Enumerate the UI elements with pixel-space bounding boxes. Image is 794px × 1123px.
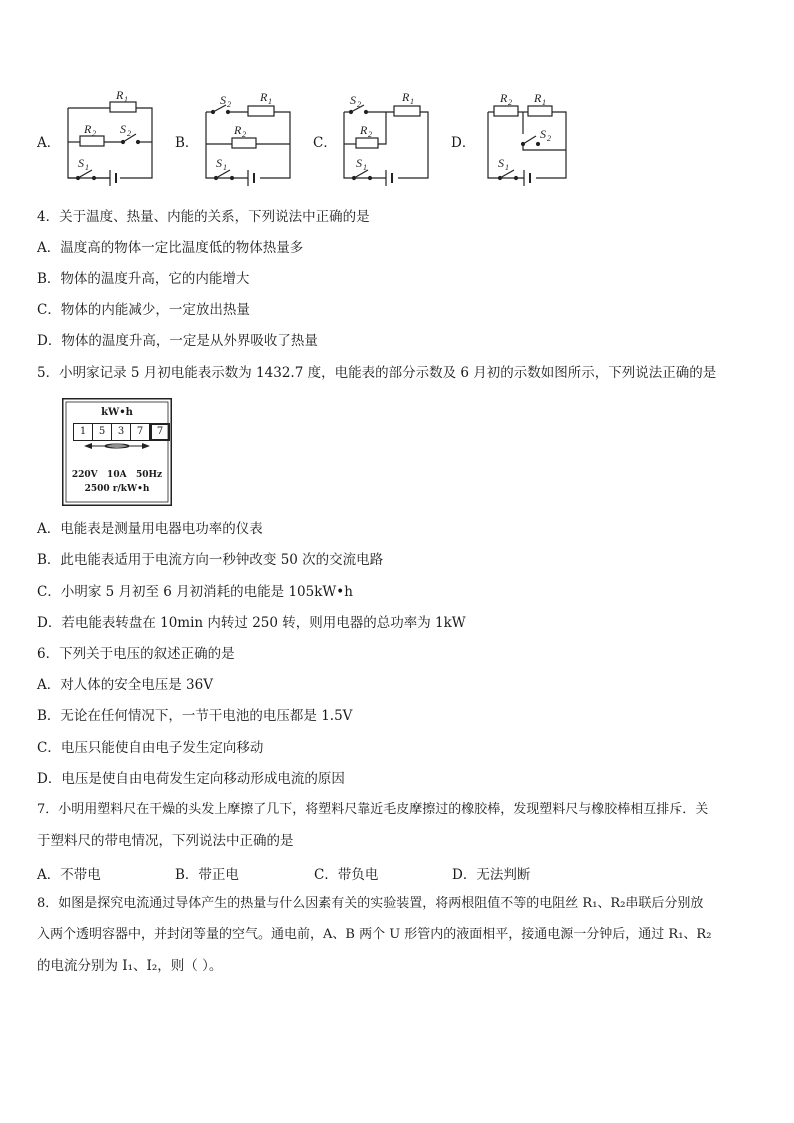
svg-text:R: R bbox=[360, 123, 368, 137]
q7-option-d: D．无法判断 bbox=[452, 867, 531, 883]
svg-text:1: 1 bbox=[505, 163, 509, 172]
svg-text:2: 2 bbox=[547, 134, 551, 143]
q7-stem-line2: 于塑料尺的带电情况，下列说法中正确的是 bbox=[37, 833, 294, 849]
q5-option-b: B．此电能表适用于电流方向一秒钟改变 50 次的交流电路 bbox=[37, 552, 384, 568]
svg-text:S: S bbox=[220, 93, 226, 107]
q6-option-c: C．电压只能使自由电子发生定向移动 bbox=[37, 740, 264, 756]
circuit-diagram-d bbox=[474, 88, 574, 188]
meter-spec: 220V 10A 50Hz bbox=[71, 470, 163, 480]
q7-stem-line1: 7．小明用塑料尺在干燥的头发上摩擦了几下，将塑料尺靠近毛皮摩擦过的橡胶棒，发现塑料尺与橡胶棒相互排斥．关 bbox=[37, 802, 709, 817]
q5-option-c: C．小明家 5 月初至 6 月初消耗的电能是 105kW•h bbox=[37, 584, 353, 600]
q4-option-a: A．温度高的物体一定比温度低的物体热量多 bbox=[37, 240, 304, 256]
svg-text:S: S bbox=[540, 127, 546, 141]
svg-text:S: S bbox=[350, 93, 356, 107]
q4-option-d: D．物体的温度升高，一定是从外界吸收了热量 bbox=[37, 333, 318, 349]
svg-text:2: 2 bbox=[92, 129, 96, 138]
svg-text:S: S bbox=[120, 122, 126, 136]
q3-option-d-label: D． bbox=[451, 135, 476, 151]
q5-option-a: A．电能表是测量用电器电功率的仪表 bbox=[37, 521, 263, 537]
svg-text:2: 2 bbox=[508, 98, 512, 107]
svg-text:S: S bbox=[356, 156, 362, 170]
meter-digit: 3 bbox=[111, 423, 131, 441]
svg-text:1: 1 bbox=[363, 163, 367, 172]
q4-option-b: B．物体的温度升高，它的内能增大 bbox=[37, 271, 250, 287]
q6-option-b: B．无论在任何情况下，一节干电池的电压都是 1.5V bbox=[37, 708, 353, 724]
meter-rating: 2500 r/kW•h bbox=[84, 484, 150, 494]
svg-text:2: 2 bbox=[242, 130, 246, 139]
svg-text:1: 1 bbox=[85, 163, 89, 172]
q7-option-b: B．带正电 bbox=[175, 867, 239, 883]
q6-option-a: A．对人体的安全电压是 36V bbox=[37, 677, 213, 693]
svg-text:S: S bbox=[78, 156, 84, 170]
svg-text:1: 1 bbox=[542, 98, 546, 107]
svg-text:R: R bbox=[534, 91, 542, 105]
meter-digit: 5 bbox=[92, 423, 112, 441]
svg-text:1: 1 bbox=[223, 163, 227, 172]
svg-text:R: R bbox=[116, 88, 124, 102]
svg-text:R: R bbox=[260, 90, 268, 104]
svg-text:2: 2 bbox=[357, 100, 361, 109]
q7-option-c: C．带负电 bbox=[314, 867, 379, 883]
q8-line2: 入两个透明容器中，并封闭等量的空气。通电前，A、B 两个 U 形管内的液面相平，接通电源一分钟后，通过 R₁、R₂ bbox=[37, 927, 712, 942]
svg-text:S: S bbox=[498, 156, 504, 170]
electricity-meter-figure bbox=[62, 398, 172, 506]
circuit-diagram-b bbox=[198, 88, 298, 188]
meter-digit-decimal: 7 bbox=[150, 423, 170, 441]
svg-text:1: 1 bbox=[124, 95, 128, 104]
q8-line1: 8．如图是探究电流通过导体产生的热量与什么因素有关的实验装置，将两根阻值不等的电阻丝 R₁、R₂串联后分别放 bbox=[37, 896, 704, 911]
circuit-diagram-c bbox=[336, 88, 436, 188]
svg-text:2: 2 bbox=[227, 100, 231, 109]
svg-text:2: 2 bbox=[368, 130, 372, 139]
svg-text:1: 1 bbox=[410, 97, 414, 106]
q3-option-a-label: A． bbox=[37, 135, 61, 151]
q7-option-a: A．不带电 bbox=[37, 867, 101, 883]
svg-text:2: 2 bbox=[127, 129, 131, 138]
meter-digit: 1 bbox=[73, 423, 93, 441]
q4-stem: 4．关于温度、热量、内能的关系，下列说法中正确的是 bbox=[37, 209, 370, 225]
circuit-diagram-a bbox=[60, 88, 160, 188]
meter-digit: 7 bbox=[130, 423, 150, 441]
q6-stem: 6．下列关于电压的叙述正确的是 bbox=[37, 646, 235, 662]
meter-unit: kW•h bbox=[101, 407, 133, 418]
q4-option-c: C．物体的内能减少，一定放出热量 bbox=[37, 302, 250, 318]
svg-text:R: R bbox=[500, 91, 508, 105]
q6-option-d: D．电压是使自由电荷发生定向移动形成电流的原因 bbox=[37, 771, 345, 787]
q8-line3: 的电流分别为 I₁、I₂，则（ ）。 bbox=[37, 958, 223, 974]
svg-text:1: 1 bbox=[268, 97, 272, 106]
svg-text:R: R bbox=[234, 123, 242, 137]
q3-option-b-label: B． bbox=[175, 135, 199, 151]
svg-text:S: S bbox=[216, 156, 222, 170]
svg-text:R: R bbox=[402, 90, 410, 104]
q3-option-c-label: C． bbox=[313, 135, 337, 151]
q5-stem: 5．小明家记录 5 月初电能表示数为 1432.7 度，电能表的部分示数及 6 月初的示数如图所示，下列说法正确的是 bbox=[37, 365, 717, 381]
svg-text:R: R bbox=[84, 122, 92, 136]
q5-option-d: D．若电能表转盘在 10min 内转过 250 转，则用电器的总功率为 1kW bbox=[37, 615, 466, 631]
